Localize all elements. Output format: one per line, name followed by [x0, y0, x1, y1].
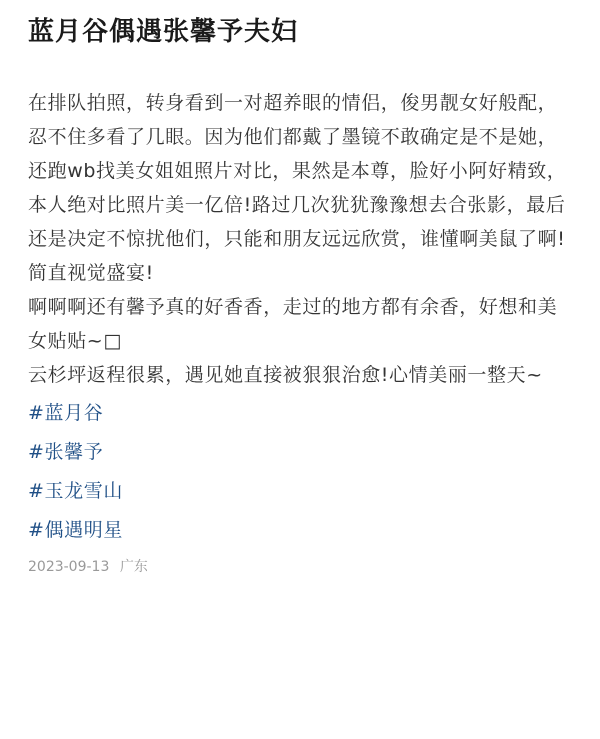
post-title: 蓝月谷偶遇张馨予夫妇	[28, 17, 299, 47]
post-location: 广东	[119, 559, 148, 575]
hashtag-link[interactable]: #偶遇明星	[28, 519, 123, 541]
hashtag-link[interactable]: #玉龙雪山	[28, 480, 123, 502]
post-paragraph: 云杉坪返程很累，遇见她直接被狠狠治愈!心情美丽一整天~	[28, 364, 543, 386]
post-meta	[28, 556, 576, 578]
hashtag-link[interactable]: #张馨予	[28, 441, 104, 463]
post-paragraph: 啊啊啊还有馨予真的好香香，走过的地方都有余香，好想和美女贴贴~□	[28, 296, 558, 352]
post-body	[28, 86, 576, 392]
post-date: 2023-09-13	[28, 559, 110, 575]
post-paragraph: 在排队拍照，转身看到一对超养眼的情侣，俊男靓女好般配，忍不住多看了几眼。因为他们都戴了墨镜不敢确定是不是她，还跑wb找美女姐姐照片对比，果然是本尊，脸好小阿好精致，本人绝对比照片美一亿倍!路过几次犹犹豫豫想去合张影，最后还是决定不惊扰他们，只能和朋友远远欣赏，谁懂啊美鼠了啊!简直视觉盛宴!	[28, 92, 567, 284]
hashtag-link[interactable]: #蓝月谷	[28, 402, 104, 424]
hashtag-list	[28, 396, 576, 547]
